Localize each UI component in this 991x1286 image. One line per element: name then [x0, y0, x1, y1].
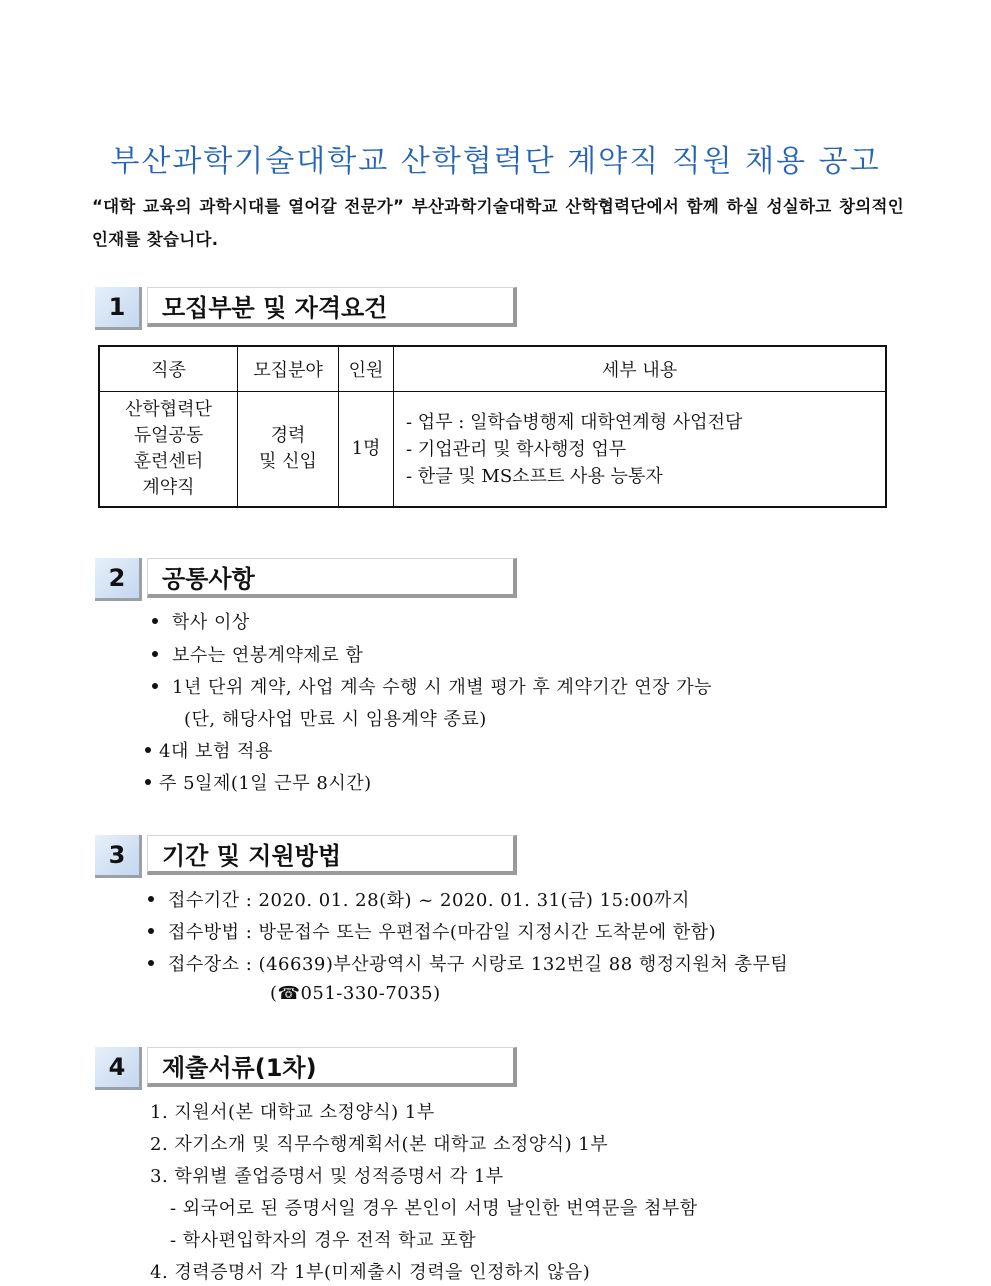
list-item: [145, 769, 372, 795]
detail-line: - 기업관리 및 학사행정 업무: [406, 438, 627, 460]
list-item-text: 4대 보험 적용: [159, 741, 273, 762]
bullet-icon: [148, 960, 154, 966]
list-item: [148, 950, 788, 976]
bullet-icon: [145, 779, 151, 785]
detail-line: - 한글 및 MS소프트 사용 능통자: [406, 465, 663, 487]
section-4-header: [95, 1047, 525, 1093]
job-line: 계약직: [142, 477, 195, 498]
list-item-text: 주 5일제(1일 근무 8시간): [159, 773, 372, 794]
bullet-icon: [145, 747, 151, 753]
list-item-continuation: (단, 해당사업 만료 시 임용계약 종료): [184, 709, 487, 730]
cell-job: [99, 392, 238, 508]
section-label: 공통사항: [147, 558, 517, 598]
list-item: [148, 918, 716, 944]
list-item: [152, 673, 712, 699]
list-item: 1. 지원서(본 대학교 소정양식) 1부: [150, 1102, 435, 1123]
cell-count: 1명: [339, 392, 394, 508]
list-item: 3. 학위별 졸업증명서 및 성적증명서 각 1부: [150, 1166, 504, 1187]
bullet-icon: [148, 928, 154, 934]
bullet-icon: [152, 683, 158, 689]
section-number: 3: [95, 835, 142, 878]
table-row: [99, 392, 886, 508]
list-sub-item: - 외국어로 된 증명서일 경우 본인이 서명 날인한 번역문을 첨부함: [170, 1198, 698, 1219]
list-item: [145, 737, 273, 763]
section-number: 4: [95, 1047, 142, 1090]
section-label: 기간 및 지원방법: [147, 835, 517, 875]
page-title: 부산과학기술대학교 산학협력단 계약직 직원 채용 공고: [110, 144, 881, 179]
list-item-text: 보수는 연봉계약제로 함: [172, 645, 364, 666]
header-field: 모집분야: [238, 346, 339, 392]
header-count: 인원: [339, 346, 394, 392]
list-item: 4. 경력증명서 각 1부(미제출시 경력을 인정하지 않음): [150, 1262, 591, 1283]
list-item: [152, 641, 363, 667]
list-item-text: 1년 단위 계약, 사업 계속 수행 시 개별 평가 후 계약기간 연장 가능: [172, 677, 713, 698]
list-sub-item: - 학사편입학자의 경우 전적 학교 포함: [170, 1230, 477, 1251]
list-item-text: 학사 이상: [172, 612, 250, 633]
list-item-text: 접수방법 : 방문접수 또는 우편접수(마감일 지정시간 도착분에 한함): [168, 922, 717, 943]
section-3-header: [95, 835, 525, 881]
job-line: 듀얼공동: [133, 425, 204, 446]
field-line: 및 신입: [259, 451, 317, 472]
list-item: [152, 608, 250, 634]
header-job: 직종: [99, 346, 238, 392]
cell-details: [394, 392, 887, 508]
section-number: 1: [95, 287, 142, 330]
section-2-header: [95, 558, 525, 604]
list-item: 2. 자기소개 및 직무수행계획서(본 대학교 소정양식) 1부: [150, 1134, 609, 1155]
section-1-header: [95, 287, 525, 333]
bullet-icon: [152, 618, 158, 624]
phone-number: (☎051-330-7035): [270, 983, 441, 1004]
list-item-text: 접수기간 : 2020. 01. 28(화) ~ 2020. 01. 31(금) 15:00까지: [168, 890, 690, 911]
job-line: 산학협력단: [125, 399, 212, 420]
job-line: 훈련센터: [133, 451, 204, 472]
requirements-table: [98, 345, 887, 508]
list-item-text: 접수장소 : (46639)부산광역시 북구 시랑로 132번길 88 행정지원처 총무팀: [168, 954, 789, 975]
field-line: 경력: [270, 425, 306, 446]
list-item: [148, 886, 690, 912]
header-details: 세부 내용: [394, 346, 887, 392]
detail-line: - 업무 : 일학습병행제 대학연계형 사업전담: [406, 411, 743, 433]
table-header-row: [99, 346, 886, 392]
cell-field: [238, 392, 339, 508]
section-number: 2: [95, 558, 142, 601]
bullet-icon: [152, 651, 158, 657]
bullet-icon: [148, 896, 154, 902]
intro-text: “대학 교육의 과학시대를 열어갈 전문가” 부산과학기술대학교 산학협력단에서 함께 하실 성실하고 창의적인 인재를 찾습니다.: [92, 197, 904, 249]
section-label: 제출서류(1차): [147, 1047, 517, 1087]
section-label: 모집부분 및 자격요건: [147, 287, 517, 327]
